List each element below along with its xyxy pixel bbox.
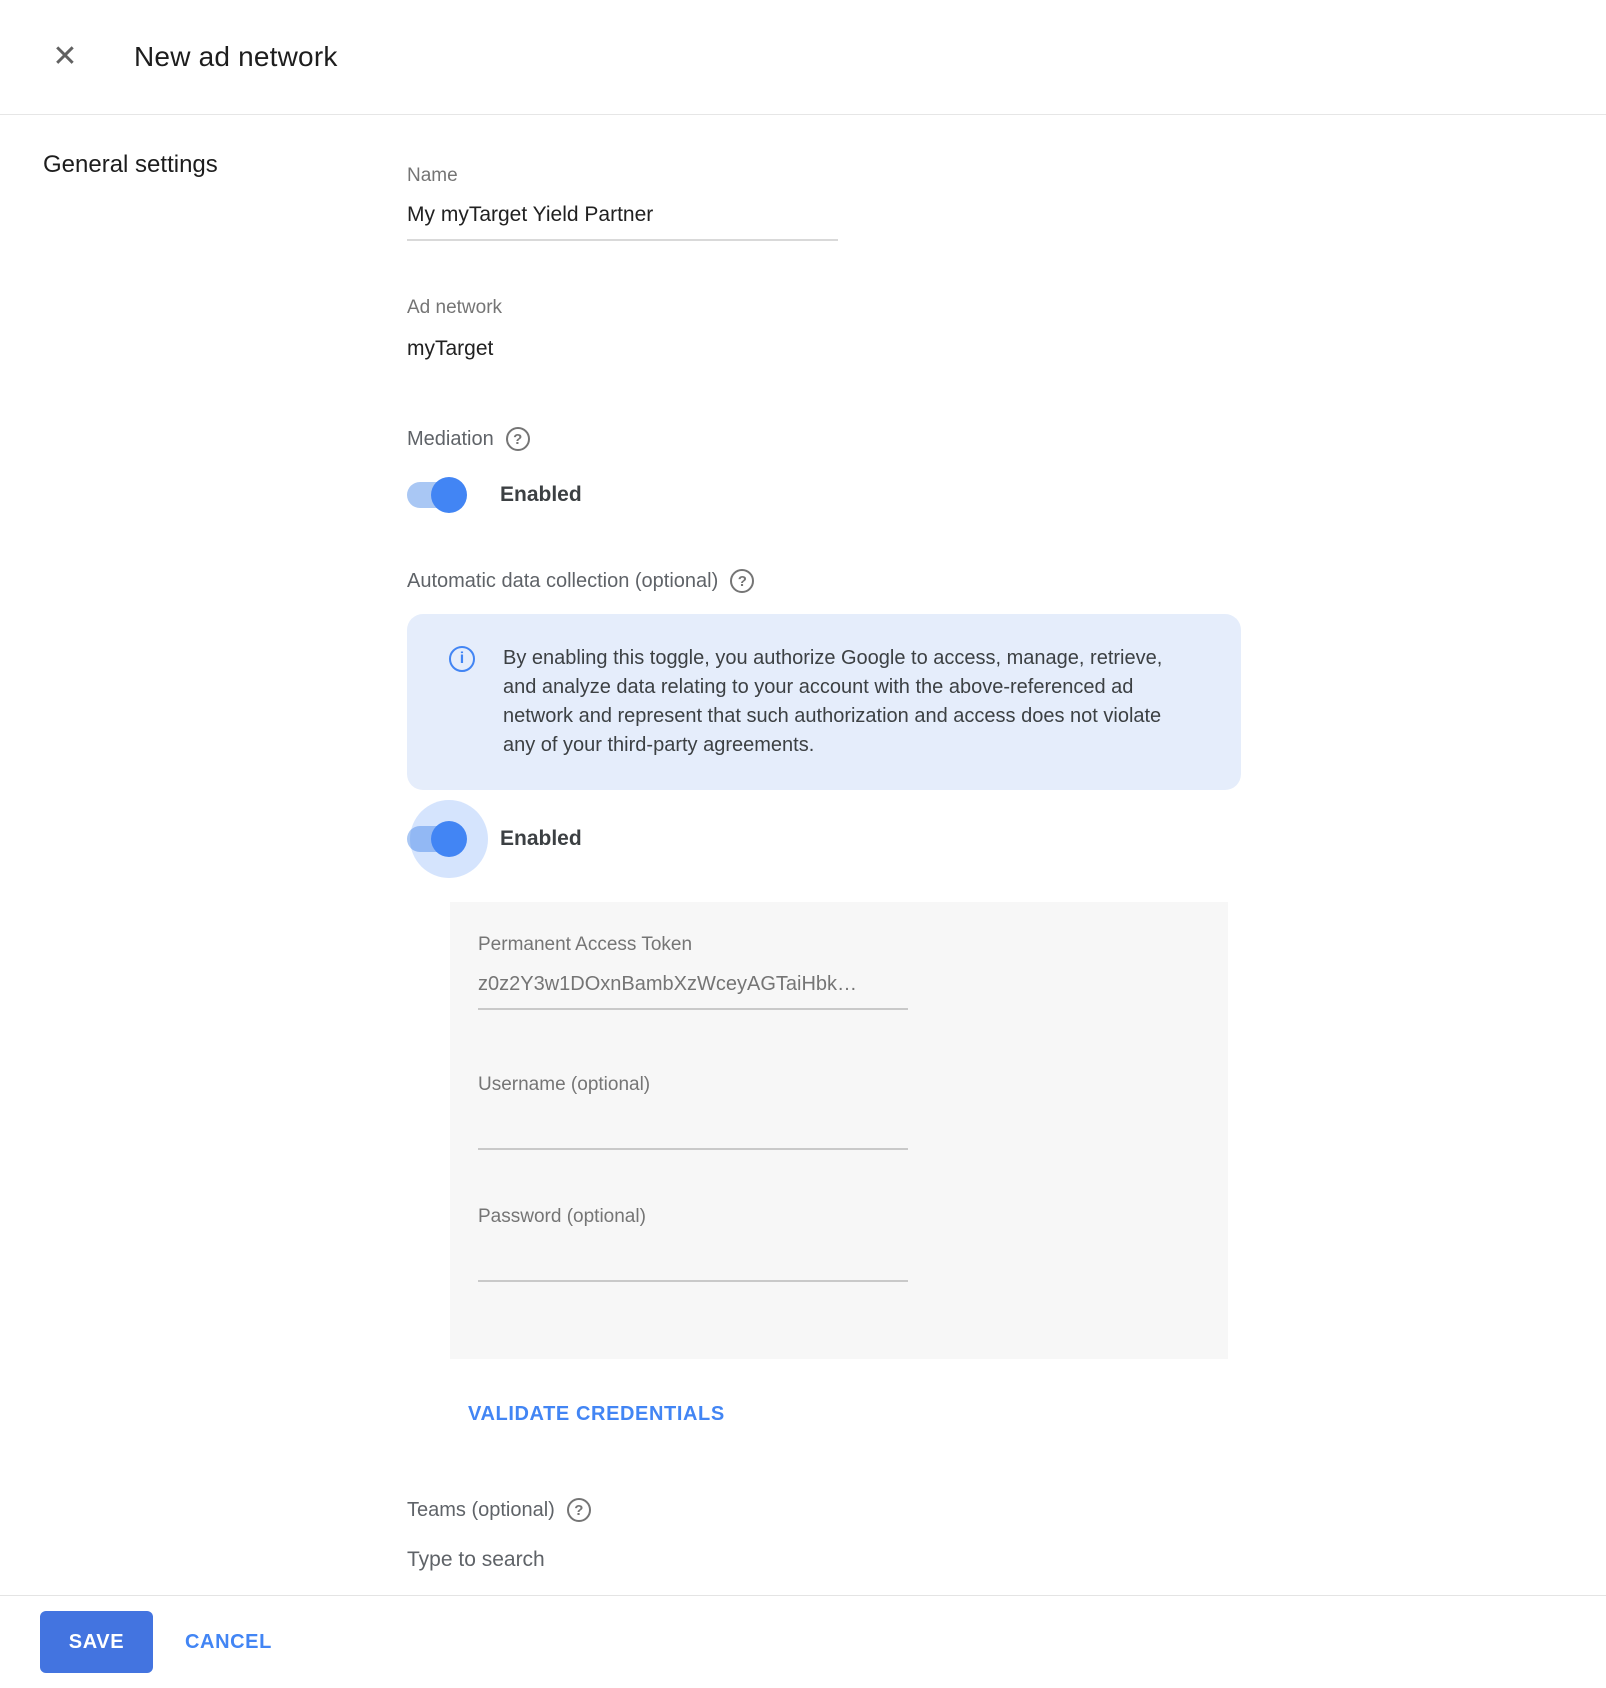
save-button[interactable]: SAVE [40, 1611, 153, 1673]
mediation-help-icon[interactable] [506, 427, 530, 451]
authorization-notice-text: By enabling this toggle, you authorize Google to access, manage, retrieve, and analyze data relating to your account with the above-referenced ad network and represent that such authorization and access does not violate any of your third-party agreements. [503, 647, 1163, 756]
teams-field-group [407, 1498, 827, 1572]
cancel-button[interactable]: CANCEL [185, 1630, 272, 1653]
password-input[interactable] [478, 1238, 908, 1282]
name-input[interactable] [407, 203, 838, 241]
auto-data-collection-label-row [407, 569, 754, 593]
ad-network-value: myTarget [407, 337, 494, 360]
auto-data-collection-toggle[interactable] [407, 826, 461, 852]
close-icon: ✕ [52, 40, 78, 73]
mediation-state-label: Enabled [500, 483, 582, 506]
password-label: Password (optional) [478, 1206, 646, 1227]
help-glyph: ? [574, 1501, 584, 1519]
auto-data-collection-help-icon[interactable] [730, 569, 754, 593]
access-token-field-group [478, 934, 908, 1010]
info-icon [449, 646, 475, 672]
teams-label: Teams (optional) [407, 1498, 555, 1521]
authorization-notice-box [407, 614, 1241, 790]
username-input[interactable] [478, 1106, 908, 1150]
name-field-label: Name [407, 165, 458, 186]
page-title: New ad network [134, 41, 338, 72]
close-button[interactable] [48, 40, 82, 74]
mediation-toggle-row [407, 471, 582, 519]
dialog-content [0, 115, 1606, 1595]
info-glyph: i [459, 650, 465, 667]
access-token-input[interactable] [478, 966, 908, 1010]
dialog-header [0, 0, 1606, 115]
toggle-thumb [431, 821, 467, 857]
mediation-label-row [407, 427, 530, 451]
auto-data-collection-label: Automatic data collection (optional) [407, 569, 719, 592]
username-label: Username (optional) [478, 1074, 651, 1095]
help-glyph: ? [737, 572, 747, 590]
access-token-label: Permanent Access Token [478, 934, 693, 955]
help-glyph: ? [513, 430, 523, 448]
toggle-thumb [431, 477, 467, 513]
dialog-footer [0, 1595, 1606, 1688]
validate-credentials-button[interactable]: VALIDATE CREDENTIALS [468, 1403, 725, 1425]
auto-data-collection-state-label: Enabled [500, 827, 582, 850]
mediation-label: Mediation [407, 427, 494, 450]
ad-network-label: Ad network [407, 297, 503, 318]
credentials-panel [450, 902, 1228, 1359]
username-field-group [478, 1074, 908, 1150]
teams-help-icon[interactable] [567, 1498, 591, 1522]
auto-data-collection-toggle-row [407, 807, 582, 871]
password-field-group [478, 1206, 908, 1282]
mediation-toggle[interactable] [407, 482, 461, 508]
teams-search-input[interactable] [407, 1548, 827, 1572]
name-field-group [407, 165, 838, 241]
teams-label-row [407, 1498, 827, 1522]
section-heading: General settings [43, 151, 218, 178]
ad-network-field-group [407, 297, 502, 361]
